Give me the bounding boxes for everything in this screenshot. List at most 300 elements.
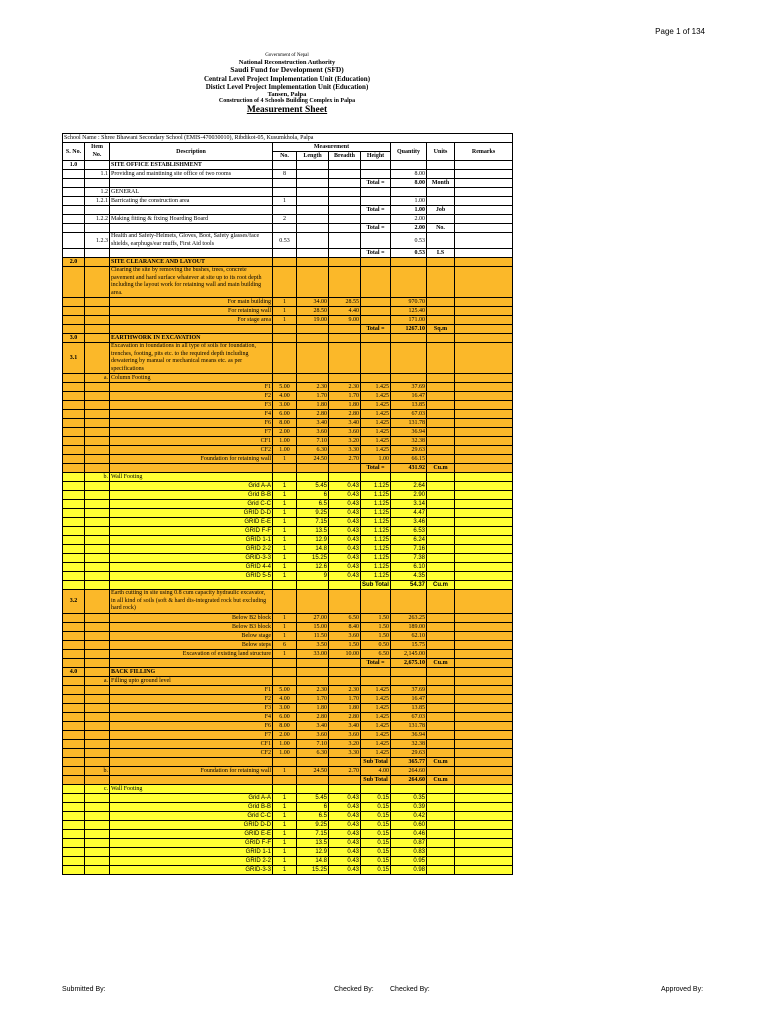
cell-remarks bbox=[455, 188, 513, 197]
cell-length bbox=[297, 343, 329, 374]
cell-units bbox=[427, 437, 455, 446]
cell-item-no: b. bbox=[85, 766, 110, 775]
cell-quantity: 7.38 bbox=[391, 554, 427, 563]
table-row bbox=[63, 766, 513, 775]
cell-item-no bbox=[85, 590, 110, 614]
cell-remarks bbox=[455, 676, 513, 685]
cell-item-no bbox=[85, 455, 110, 464]
cell-sno bbox=[63, 374, 85, 383]
cell-remarks bbox=[455, 392, 513, 401]
cell-quantity: 7.16 bbox=[391, 545, 427, 554]
cell-remarks bbox=[455, 622, 513, 631]
cell-remarks bbox=[455, 527, 513, 536]
table-row bbox=[63, 545, 513, 554]
cell-no: 1 bbox=[273, 455, 297, 464]
total-row bbox=[63, 775, 513, 784]
cell-length: 2.30 bbox=[297, 383, 329, 392]
cell-units bbox=[427, 712, 455, 721]
cell-height bbox=[361, 374, 391, 383]
cell-length: 24.50 bbox=[297, 766, 329, 775]
cell-sno bbox=[63, 392, 85, 401]
col-description: Description bbox=[110, 143, 273, 161]
table-row bbox=[63, 437, 513, 446]
cell-breadth: 1.70 bbox=[329, 694, 361, 703]
cell-description: Grid B-B bbox=[110, 491, 273, 500]
cell-remarks bbox=[455, 820, 513, 829]
cell-sno bbox=[63, 527, 85, 536]
cell-remarks bbox=[455, 334, 513, 343]
cell-units bbox=[427, 267, 455, 298]
cell-quantity: 16.47 bbox=[391, 392, 427, 401]
cell-units bbox=[427, 748, 455, 757]
cell-sno bbox=[63, 383, 85, 392]
cell-item-no bbox=[85, 446, 110, 455]
cell-breadth bbox=[329, 188, 361, 197]
sheet-title: Measurement Sheet bbox=[246, 105, 328, 116]
cell-sno: 3.1 bbox=[63, 343, 85, 374]
table-row bbox=[63, 730, 513, 739]
cell-item-no bbox=[85, 613, 110, 622]
cell-units bbox=[427, 703, 455, 712]
table-row bbox=[63, 428, 513, 437]
cell-remarks bbox=[455, 793, 513, 802]
cell-quantity bbox=[391, 667, 427, 676]
cell-units bbox=[427, 401, 455, 410]
cell-item-no bbox=[85, 383, 110, 392]
cell-breadth: 3.60 bbox=[329, 428, 361, 437]
cell-units bbox=[427, 307, 455, 316]
cell-units bbox=[427, 509, 455, 518]
cell-remarks bbox=[455, 491, 513, 500]
cell-breadth: 1.70 bbox=[329, 392, 361, 401]
cell-description bbox=[110, 581, 273, 590]
cell-sno bbox=[63, 640, 85, 649]
cell-height: 1.125 bbox=[361, 482, 391, 491]
cell-remarks bbox=[455, 267, 513, 298]
cell-description: GRID 1-1 bbox=[110, 847, 273, 856]
cell-height bbox=[361, 267, 391, 298]
cell-length: 12.9 bbox=[297, 536, 329, 545]
cell-no: 5.00 bbox=[273, 383, 297, 392]
cell-no: 4.00 bbox=[273, 392, 297, 401]
measurement-table bbox=[62, 133, 513, 875]
cell-quantity: 66.15 bbox=[391, 455, 427, 464]
cell-total-label: Total = bbox=[361, 464, 391, 473]
cell-item-no bbox=[85, 527, 110, 536]
cell-length bbox=[297, 188, 329, 197]
cell-length: 12.9 bbox=[297, 847, 329, 856]
cell-no: 1.00 bbox=[273, 437, 297, 446]
table-row bbox=[63, 685, 513, 694]
cell-remarks bbox=[455, 757, 513, 766]
cell-sno bbox=[63, 446, 85, 455]
cell-no: 3.00 bbox=[273, 703, 297, 712]
cell-item-no bbox=[85, 563, 110, 572]
cell-no: 1 bbox=[273, 631, 297, 640]
cell-no bbox=[273, 374, 297, 383]
cell-quantity: 0.42 bbox=[391, 811, 427, 820]
cell-description: Foundation for retaining wall bbox=[110, 455, 273, 464]
cell-height bbox=[361, 215, 391, 224]
cell-description: Below B2 block bbox=[110, 613, 273, 622]
cell-units bbox=[427, 802, 455, 811]
cell-units bbox=[427, 838, 455, 847]
cell-length: 28.50 bbox=[297, 307, 329, 316]
cell-item-no bbox=[85, 536, 110, 545]
cell-item-no bbox=[85, 419, 110, 428]
cell-breadth bbox=[329, 464, 361, 473]
table-row bbox=[63, 419, 513, 428]
cell-breadth bbox=[329, 215, 361, 224]
cell-no: 1 bbox=[273, 307, 297, 316]
document-header bbox=[62, 53, 512, 116]
cell-height: 1.50 bbox=[361, 622, 391, 631]
cell-description: GRID 2-2 bbox=[110, 545, 273, 554]
cell-units bbox=[427, 793, 455, 802]
cell-breadth: 2.80 bbox=[329, 410, 361, 419]
cell-item-no bbox=[85, 865, 110, 874]
cell-item-no bbox=[85, 739, 110, 748]
cell-units bbox=[427, 518, 455, 527]
cell-no: 1 bbox=[273, 536, 297, 545]
cell-no: 1.00 bbox=[273, 748, 297, 757]
cell-no: 6.00 bbox=[273, 712, 297, 721]
cell-units bbox=[427, 554, 455, 563]
cell-item-no: b. bbox=[85, 473, 110, 482]
cell-remarks bbox=[455, 179, 513, 188]
table-row bbox=[63, 473, 513, 482]
cell-item-no: 1.2.3 bbox=[85, 233, 110, 249]
cell-total-label: Sub Total bbox=[361, 757, 391, 766]
table-row bbox=[63, 316, 513, 325]
table-row bbox=[63, 482, 513, 491]
col-item-no: Item No. bbox=[85, 143, 110, 161]
section-row bbox=[63, 667, 513, 676]
cell-units bbox=[427, 545, 455, 554]
table-row bbox=[63, 784, 513, 793]
cell-height bbox=[361, 667, 391, 676]
cell-total-label: Total = bbox=[361, 206, 391, 215]
cell-quantity: 0.95 bbox=[391, 856, 427, 865]
cell-height: 1.125 bbox=[361, 518, 391, 527]
cell-sno bbox=[63, 554, 85, 563]
table-row bbox=[63, 536, 513, 545]
table-row bbox=[63, 703, 513, 712]
cell-height: 1.425 bbox=[361, 437, 391, 446]
cell-remarks bbox=[455, 685, 513, 694]
table-row bbox=[63, 847, 513, 856]
cell-sno: 3.0 bbox=[63, 334, 85, 343]
cell-item-no bbox=[85, 703, 110, 712]
cell-sno bbox=[63, 233, 85, 249]
cell-sno bbox=[63, 206, 85, 215]
cell-breadth bbox=[329, 179, 361, 188]
cell-no bbox=[273, 206, 297, 215]
cell-units bbox=[427, 455, 455, 464]
table-row bbox=[63, 509, 513, 518]
cell-length: 1.80 bbox=[297, 401, 329, 410]
cell-length bbox=[297, 473, 329, 482]
cell-quantity: 6.53 bbox=[391, 527, 427, 536]
table-row bbox=[63, 856, 513, 865]
cell-description: Grid C-C bbox=[110, 811, 273, 820]
table-row bbox=[63, 631, 513, 640]
cell-length: 1.80 bbox=[297, 703, 329, 712]
cell-length: 9.25 bbox=[297, 820, 329, 829]
table-row bbox=[63, 793, 513, 802]
cell-breadth: 0.43 bbox=[329, 563, 361, 572]
cell-remarks bbox=[455, 307, 513, 316]
cell-item-no bbox=[85, 694, 110, 703]
cell-sno bbox=[63, 455, 85, 464]
cell-breadth bbox=[329, 197, 361, 206]
cell-height: 1.125 bbox=[361, 563, 391, 572]
cell-item-no bbox=[85, 224, 110, 233]
cell-description bbox=[110, 757, 273, 766]
cell-sno bbox=[63, 316, 85, 325]
cell-description: F7 bbox=[110, 730, 273, 739]
cell-quantity: 125.40 bbox=[391, 307, 427, 316]
cell-height: 1.425 bbox=[361, 685, 391, 694]
cell-sno bbox=[63, 730, 85, 739]
cell-no: 1 bbox=[273, 545, 297, 554]
cell-height: 4.00 bbox=[361, 766, 391, 775]
cell-remarks bbox=[455, 316, 513, 325]
cell-remarks bbox=[455, 428, 513, 437]
cell-length: 19.00 bbox=[297, 316, 329, 325]
table-row bbox=[63, 622, 513, 631]
table-row bbox=[63, 233, 513, 249]
col-measurement: Measurement bbox=[273, 143, 391, 152]
cell-sno: 4.0 bbox=[63, 667, 85, 676]
cell-quantity: 0.53 bbox=[391, 233, 427, 249]
header-line-4: Central Level Project Implementation Unit (Education) bbox=[203, 74, 371, 83]
cell-breadth bbox=[329, 667, 361, 676]
cell-item-no bbox=[85, 820, 110, 829]
cell-no: 5.00 bbox=[273, 685, 297, 694]
cell-units: Job bbox=[427, 206, 455, 215]
cell-length: 12.6 bbox=[297, 563, 329, 572]
cell-units: Cu.m bbox=[427, 464, 455, 473]
table-row bbox=[63, 721, 513, 730]
cell-quantity: 4.47 bbox=[391, 509, 427, 518]
cell-sno: 1.0 bbox=[63, 161, 85, 170]
cell-description: GRID 5-5 bbox=[110, 572, 273, 581]
cell-length bbox=[297, 179, 329, 188]
cell-units bbox=[427, 233, 455, 249]
cell-quantity: 431.92 bbox=[391, 464, 427, 473]
cell-remarks bbox=[455, 572, 513, 581]
cell-height bbox=[361, 316, 391, 325]
cell-height: 0.15 bbox=[361, 847, 391, 856]
cell-sno bbox=[63, 197, 85, 206]
cell-breadth bbox=[329, 325, 361, 334]
cell-height bbox=[361, 170, 391, 179]
cell-quantity: 67.03 bbox=[391, 712, 427, 721]
cell-item-no bbox=[85, 206, 110, 215]
cell-height bbox=[361, 784, 391, 793]
cell-length: 2.80 bbox=[297, 712, 329, 721]
cell-height: 1.125 bbox=[361, 536, 391, 545]
cell-description: BACK FILLING bbox=[110, 667, 273, 676]
cell-item-no bbox=[85, 622, 110, 631]
col-no: No. bbox=[273, 152, 297, 161]
cell-description: GRID D-D bbox=[110, 509, 273, 518]
cell-height: 1.125 bbox=[361, 500, 391, 509]
cell-units bbox=[427, 392, 455, 401]
cell-sno bbox=[63, 509, 85, 518]
table-row bbox=[63, 802, 513, 811]
cell-no bbox=[273, 161, 297, 170]
cell-units bbox=[427, 829, 455, 838]
cell-breadth: 3.40 bbox=[329, 419, 361, 428]
cell-quantity: 0.98 bbox=[391, 865, 427, 874]
cell-height: 0.15 bbox=[361, 820, 391, 829]
cell-height: 1.125 bbox=[361, 545, 391, 554]
cell-remarks bbox=[455, 748, 513, 757]
cell-item-no bbox=[85, 491, 110, 500]
cell-remarks bbox=[455, 730, 513, 739]
table-row bbox=[63, 446, 513, 455]
cell-no bbox=[273, 676, 297, 685]
cell-remarks bbox=[455, 419, 513, 428]
cell-description: CF2 bbox=[110, 446, 273, 455]
cell-remarks bbox=[455, 518, 513, 527]
cell-units bbox=[427, 766, 455, 775]
cell-height: 1.425 bbox=[361, 401, 391, 410]
cell-length: 3.40 bbox=[297, 721, 329, 730]
cell-length: 2.30 bbox=[297, 685, 329, 694]
cell-item-no bbox=[85, 316, 110, 325]
cell-units bbox=[427, 613, 455, 622]
cell-units bbox=[427, 527, 455, 536]
cell-no bbox=[273, 249, 297, 258]
table-row bbox=[63, 640, 513, 649]
cell-height bbox=[361, 676, 391, 685]
cell-sno bbox=[63, 170, 85, 179]
cell-height: 1.425 bbox=[361, 739, 391, 748]
table-row bbox=[63, 838, 513, 847]
cell-description: F1 bbox=[110, 383, 273, 392]
cell-units bbox=[427, 811, 455, 820]
cell-no: 1 bbox=[273, 820, 297, 829]
table-row bbox=[63, 820, 513, 829]
cell-description: GRID E-E bbox=[110, 518, 273, 527]
cell-description bbox=[110, 179, 273, 188]
cell-description: F1 bbox=[110, 685, 273, 694]
cell-no bbox=[273, 188, 297, 197]
cell-description: Below stage bbox=[110, 631, 273, 640]
cell-no: 6 bbox=[273, 640, 297, 649]
cell-sno bbox=[63, 401, 85, 410]
cell-sno bbox=[63, 536, 85, 545]
cell-remarks bbox=[455, 721, 513, 730]
cell-units bbox=[427, 667, 455, 676]
cell-item-no bbox=[85, 640, 110, 649]
cell-remarks bbox=[455, 446, 513, 455]
cell-length: 7.10 bbox=[297, 739, 329, 748]
cell-units bbox=[427, 446, 455, 455]
cell-description: Foundation for retaining wall bbox=[110, 766, 273, 775]
cell-height: 1.425 bbox=[361, 703, 391, 712]
cell-total-label: Sub Total bbox=[362, 582, 389, 588]
cell-quantity: 29.63 bbox=[391, 748, 427, 757]
cell-length bbox=[297, 170, 329, 179]
cell-length: 11.50 bbox=[297, 631, 329, 640]
cell-length: 15.25 bbox=[297, 865, 329, 874]
cell-no bbox=[273, 667, 297, 676]
header-line-3: Saudi Fund for Development (SFD) bbox=[230, 65, 344, 75]
cell-breadth bbox=[329, 161, 361, 170]
cell-quantity: 131.78 bbox=[391, 721, 427, 730]
cell-remarks bbox=[455, 838, 513, 847]
cell-sno bbox=[63, 188, 85, 197]
cell-breadth: 4.40 bbox=[329, 307, 361, 316]
cell-description: For stage area bbox=[110, 316, 273, 325]
cell-sno bbox=[63, 775, 85, 784]
cell-description: CF1 bbox=[110, 437, 273, 446]
table-row bbox=[63, 865, 513, 874]
cell-breadth: 2.80 bbox=[329, 712, 361, 721]
cell-breadth: 0.43 bbox=[329, 527, 361, 536]
col-remarks: Remarks bbox=[455, 143, 513, 161]
cell-item-no bbox=[85, 179, 110, 188]
cell-height: 1.50 bbox=[361, 613, 391, 622]
cell-length bbox=[297, 161, 329, 170]
cell-sno bbox=[63, 581, 85, 590]
cell-height: 0.15 bbox=[361, 802, 391, 811]
cell-description: F2 bbox=[110, 694, 273, 703]
cell-description: Earth cutting in site using 0.8 cum capacity hydraulic excavator, in all kind of soils (soft & hard dis-integrated rock but excluding hard rock) bbox=[110, 590, 273, 614]
cell-item-no bbox=[85, 658, 110, 667]
cell-remarks bbox=[455, 856, 513, 865]
cell-units bbox=[427, 649, 455, 658]
cell-quantity: 0.39 bbox=[391, 802, 427, 811]
cell-quantity: 37.69 bbox=[391, 685, 427, 694]
cell-units: Cu.m bbox=[427, 757, 455, 766]
school-name-row bbox=[63, 134, 513, 143]
cell-quantity: 8.00 bbox=[391, 170, 427, 179]
cell-item-no: 1.2 bbox=[85, 188, 110, 197]
cell-total-label: Sub Total bbox=[361, 775, 391, 784]
total-row bbox=[63, 179, 513, 188]
cell-item-no bbox=[85, 307, 110, 316]
total-row bbox=[63, 658, 513, 667]
cell-description: Grid A-A bbox=[110, 482, 273, 491]
cell-no bbox=[273, 258, 297, 267]
cell-description bbox=[110, 464, 273, 473]
cell-height: 1.50 bbox=[361, 631, 391, 640]
cell-units bbox=[427, 410, 455, 419]
cell-description: GRID F-F bbox=[110, 527, 273, 536]
table-row bbox=[63, 215, 513, 224]
cell-units bbox=[427, 500, 455, 509]
table-row bbox=[63, 343, 513, 374]
cell-breadth: 0.43 bbox=[329, 847, 361, 856]
cell-quantity: 171.00 bbox=[391, 316, 427, 325]
cell-length: 6.30 bbox=[297, 748, 329, 757]
cell-sno bbox=[63, 482, 85, 491]
cell-sno bbox=[63, 793, 85, 802]
cell-sno bbox=[63, 518, 85, 527]
cell-description: GRID-3-3 bbox=[110, 865, 273, 874]
cell-length: 2.80 bbox=[297, 410, 329, 419]
cell-height: 1.425 bbox=[361, 712, 391, 721]
cell-no: 1 bbox=[273, 197, 297, 206]
table-row bbox=[63, 739, 513, 748]
cell-sno bbox=[63, 739, 85, 748]
cell-breadth: 1.50 bbox=[329, 640, 361, 649]
